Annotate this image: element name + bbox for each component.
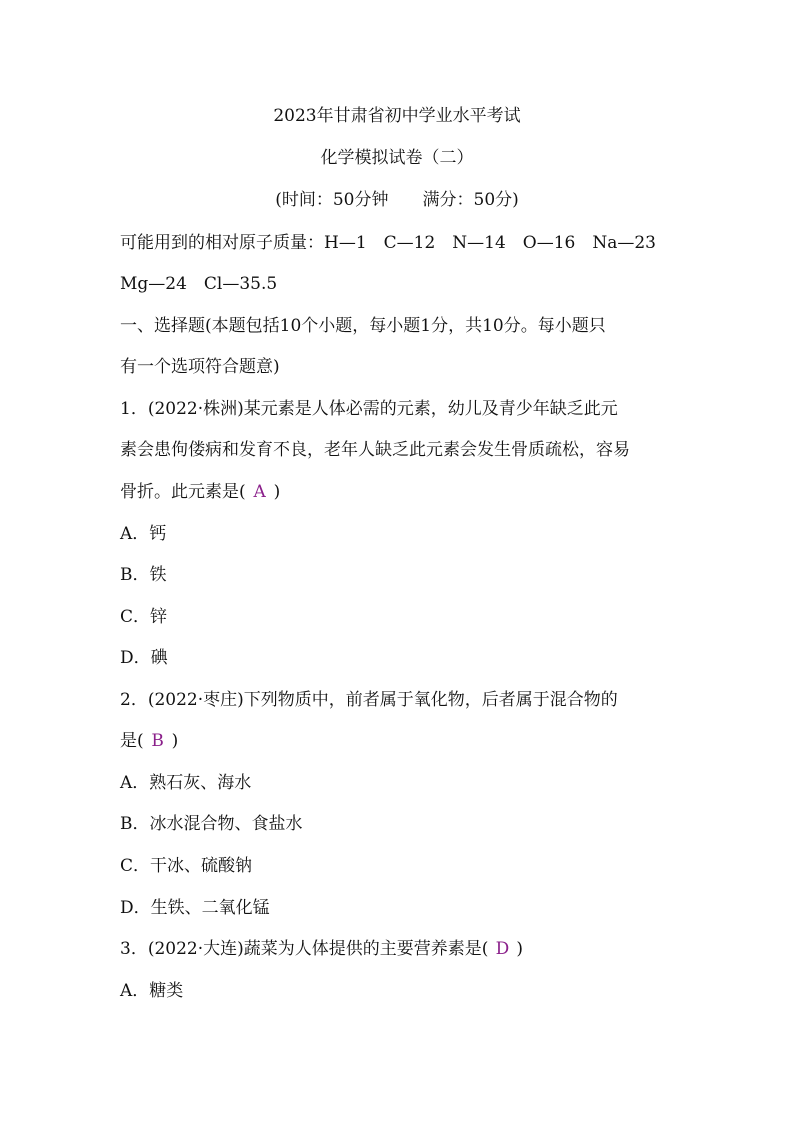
question-3-paren-close: ) (516, 939, 524, 959)
question-2-line-1: 2．(2022·枣庄)下列物质中，前者属于氧化物，后者属于混合物的 (120, 690, 618, 710)
atomic-masses-line-1: 可能用到的相对原子质量：H—1 C—12 N—14 O—16 Na—23 (120, 233, 656, 253)
section-intro-line-1: 一、选择题(本题包括10个小题，每小题1分，共10分。每小题只 (120, 316, 606, 336)
exam-time-info: (时间：50分钟 满分：50分) (275, 190, 519, 210)
question-3-answer: D (495, 939, 510, 959)
question-2-answer: B (151, 731, 164, 751)
question-3-line-1 (120, 937, 523, 961)
question-2-option-d: D．生铁、二氧化锰 (120, 898, 270, 918)
question-1-answer: A (253, 482, 266, 502)
question-1-option-a: A．钙 (120, 524, 167, 544)
question-1-stem-end: 骨折。此元素是( (120, 482, 246, 502)
question-1-line-2: 素会患佝偻病和发育不良，老年人缺乏此元素会发生骨质疏松，容易 (120, 440, 630, 460)
atomic-masses-line-2: Mg—24 Cl—35.5 (120, 274, 278, 294)
question-2-option-c: C．干冰、硫酸钠 (120, 856, 253, 876)
question-1-option-c: C．锌 (120, 607, 168, 627)
question-2-option-b: B．冰水混合物、食盐水 (120, 814, 303, 834)
question-1-paren-close: ) (273, 482, 281, 502)
exam-title: 2023年甘肃省初中学业水平考试 (273, 106, 521, 126)
question-3-option-a: A．糖类 (120, 981, 184, 1001)
question-1-line-3 (120, 480, 280, 504)
question-2-line-2 (120, 729, 178, 753)
question-1-line-1: 1．(2022·株洲)某元素是人体必需的元素，幼儿及青少年缺乏此元 (120, 399, 618, 419)
question-2-stem-end: 是( (120, 731, 144, 751)
section-intro-line-2: 有一个选项符合题意) (120, 357, 280, 377)
question-3-stem: 3．(2022·大连)蔬菜为人体提供的主要营养素是( (120, 939, 489, 959)
question-1-option-b: B．铁 (120, 565, 167, 585)
question-2-option-a: A．熟石灰、海水 (120, 773, 252, 793)
question-2-paren-close: ) (171, 731, 179, 751)
question-1-option-d: D．碘 (120, 648, 168, 668)
exam-subtitle: 化学模拟试卷（二） (320, 148, 474, 168)
